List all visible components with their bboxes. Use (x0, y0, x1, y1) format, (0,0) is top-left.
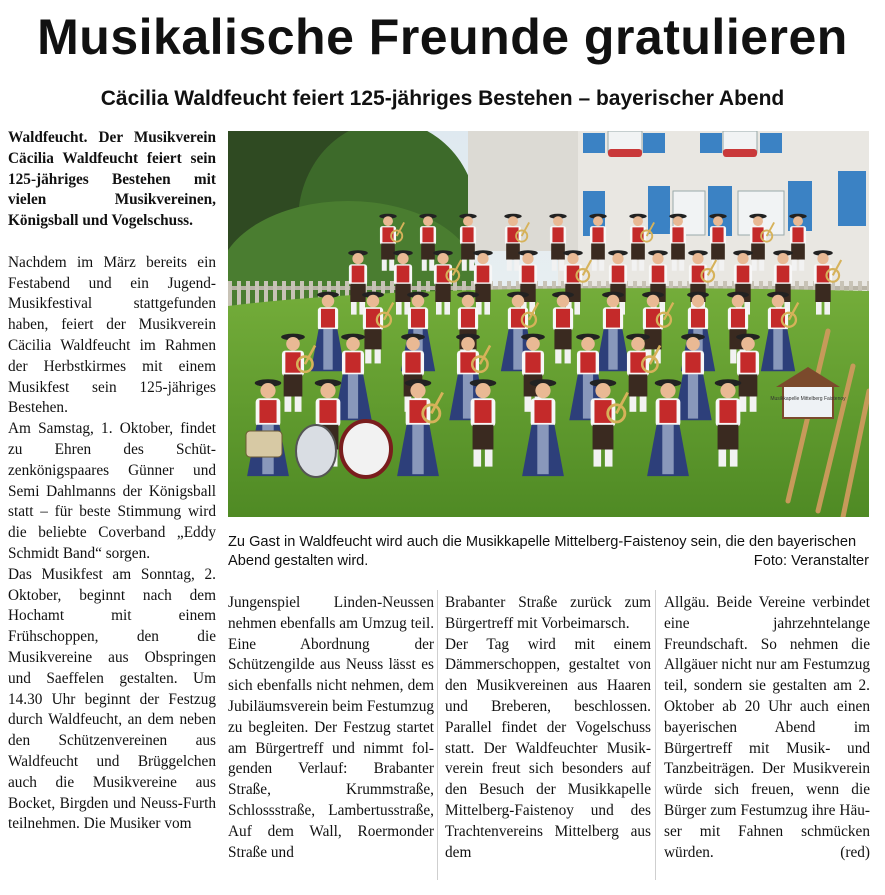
photo-caption (228, 533, 869, 571)
photo-credit: Foto: Veranstalter (753, 553, 869, 569)
column-divider (655, 590, 656, 880)
body-paragraph: Jungenspiel Linden-Neussen nehmen ebenfalls am Umzug teil. Eine Abordnung der Schützengilde aus Neuss lässt es sich ebenfalls nicht nehmen, dem Jubiläumsverein beim Festumzug zu begleiten. Der Festzug startet am Bürgertreff und nimmt folgenden Verlauf: Brabanter Straße, Krummstraße, Schlossstraße, Lambertusstraße, Auf dem Wall, Roermonder Straße und (228, 594, 435, 861)
body-paragraph (664, 593, 870, 863)
body-paragraph: Nachdem im März bereits ein Festabend und ein Jugend-Musikfestival stattgefunden haben, feiert der Musikverein Cäcilia Waldfeucht im Rahmen der Herbstkirmes mit einem Musikfest sein 125-jähriges Bestehen. (8, 253, 216, 417)
body-paragraph: Der Tag wird mit einem Dämmerschoppen, gestaltet von den Musikvereinen aus Haaren und Breberen, beschlossen. Parallel findet der Vogelschuss statt. Der Waldfeuchter Musikverein freut sich besonders auf den Besuch der Musikkapelle Mittelberg-Faistenoy und des Trachtenvereins Mittelberg aus dem (445, 635, 651, 861)
caption-text: Zu Gast in Waldfeucht wird auch die Musikkapelle Mittelberg-Faistenoy sein, die den bayerischen Abend gestalten wird. (228, 534, 857, 569)
body-paragraph: Das Musikfest am Sonntag, 2. Oktober, beginnt nach dem Hochamt mit einem Frühschoppen, den die Musikvereine aus Obspringen und Saeffelen gestalten. Um 14.30 Uhr beginnt der Festzug durch Waldfeucht, an dem neben den Schützenvereinen aus Waldfeucht und Brüggelchen auch die Musikvereine aus Bocket, Birgden und Neuss-Furth teilnehmen. Die Musiker vom (8, 565, 216, 833)
subheadline: Cäcilia Waldfeucht feiert 125-jähriges Bestehen – bayerischer Abend (100, 87, 785, 110)
band-photo (228, 131, 869, 517)
lead-paragraph: Waldfeucht. Der Musikverein Cäcilia Waldfeucht feiert sein 125-jähriges Bestehen mit vielen Musikvereinen, Königsball und Vogelschuss. (8, 129, 216, 230)
photo-sign-text: Musikkapelle Mittelberg Faistenoy (770, 396, 846, 402)
article-column-3 (445, 593, 651, 863)
article-column-1 (8, 128, 216, 835)
body-paragraph: Brabanter Straße zurück zum Bürgertreff mit Vorbeimarsch. (445, 594, 651, 632)
article-column-2 (228, 593, 434, 863)
author-signature: (red) (840, 843, 870, 861)
column-divider (437, 590, 438, 880)
body-paragraph: Am Samstag, 1. Oktober, findet zu Ehren des Schützenkönigspaares Günner und Semi Dahlmanns der Königsball statt – für beste Stimmung wird die beliebte Coverband „Eddy Schmidt Band“ sorgen. (8, 420, 216, 562)
headline: Musikalische Freunde gratulieren (37, 9, 848, 65)
article-column-4 (664, 593, 870, 863)
body-text: Allgäu. Beide Vereine verbindet eine jahrzehntelange Freundschaft. So nehmen die Allgäuer nicht nur am Festumzug teil, sondern sie gestalten am 2. Oktober ab 20 Uhr auch einen bayerischen Abend im Bürgertreff mit Musik- und Tanzbeiträgen. Der Musikverein würde sich freuen, wenn die Bürger zum Festumzug ihre Häuser mit Fahnen schmücken würden. (664, 594, 870, 861)
